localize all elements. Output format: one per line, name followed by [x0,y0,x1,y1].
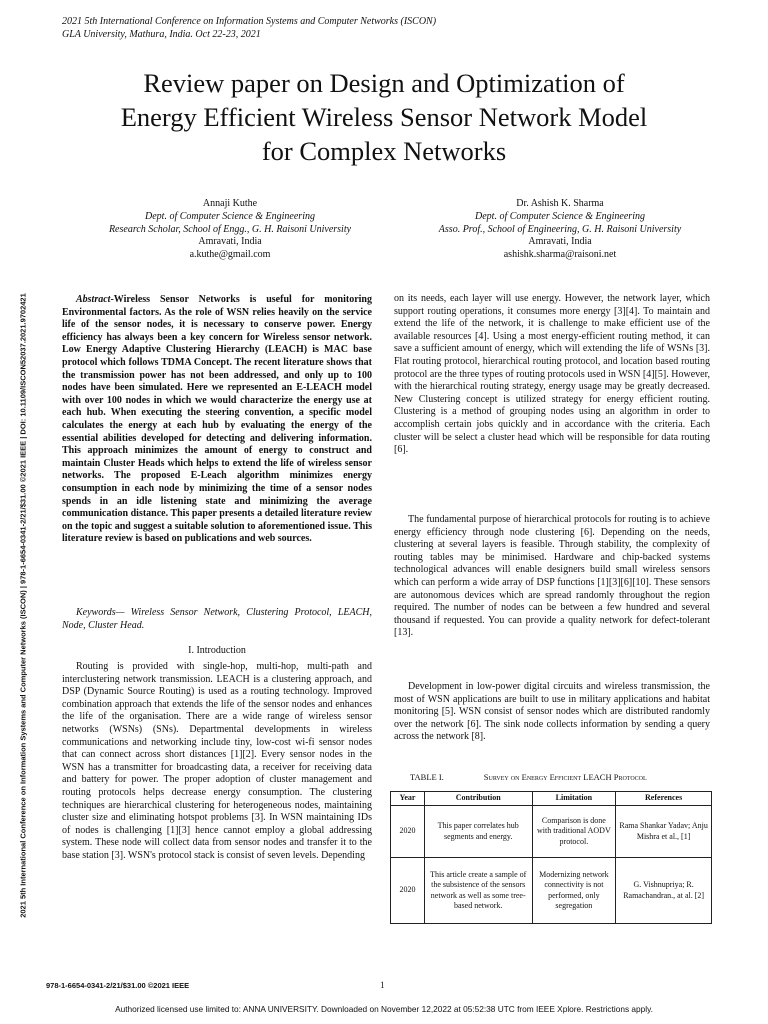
paragraph: Development in low-power digital circuits and wireless transmission, the most of WSN applications are built to use in military applications and habitat monitoring [5]. WSN consist of sensor nodes which are distributed randomly over the network [6]. The sink node collects information by sending a query across the network [8]. [394,681,710,743]
abstract-label: Abstract [76,294,111,305]
paragraph: on its needs, each layer will use energy. However, the network layer, which support routing operations, it consumes more energy [3][4]. To maintain and extend the life of the network, it is challenge to make efficient use of the available resources [4]. Using a most energy-efficient routing method, it can save a sufficient amount of energy, which will extending the life of WSNs [3]. Flat routing protocol, hierarchical routing protocol, and location based routing protocol are the three types of routing protocols used in WSN [4][5]. However, with the hierarchical routing strategy, energy usage may be greatly decreased. New Clustering concept is utilized strategy for energy efficient routing. Clustering is a method of grouping nodes using an algorithm in order to accomplish certain jobs quickly and in accordance with the criteria. Each cluster will be select a cluster head which will be responsible for data routing [6]. [394,293,710,456]
author-dept: Dept. of Computer Science & Engineering [475,210,645,222]
table-header-row [391,792,712,806]
keywords-text: Keywords— Wireless Sensor Network, Clustering Protocol, LEACH, Node, Cluster Head. [62,607,372,631]
abstract-text: -Wireless Sensor Networks is useful for monitoring Environmental factors. As the role of WSN relies heavily on the service life of the sensor nodes, it is necessary to conserve power. Energy efficiency has always been a key concern for Wireless sensor network. Low Energy Adaptive Clustering Hierarchy (LEACH) is MAC base protocol which follows TDMA Concept. The recent literature shows that the transmission power has not been addressed, and only up to 100 nodes have been simulated. Here we represented an E-LEACH model with over 100 nodes in which we would characterize the energy use at each hub. When executing the steering convention, a specific model calculates the energy at each hub by evaluating the energy of the essential abilities developed for detecting and delivering information. This approach minimizes the amount of energy to construct and maintain Cluster Heads which helps to extend the life of wireless sensor networks. The proposed E-Leach algorithm minimizes energy consumption in each node by minimizing the time of a sensor nodes spends in an idle listening state and minimizing the average communication distance. This paper presents a detailed literature review on the topic and suggest a suitable solution to aforementioned issue. This literature review is based on publications and web sources. [62,294,372,545]
table-label: TABLE I. [410,772,444,782]
license-notice: Authorized licensed use limited to: ANNA UNIVERSITY. Downloaded on November 12,2022 at 05:52:38 UTC from IEEE Xplore. Restrictions apply. [115,1004,653,1014]
table-cell: Modernizing network connectivity is not performed, only segregation [532,858,616,924]
side-doi-strip [14,240,32,980]
table-header: References [616,792,712,806]
table-cell: Comparison is done with traditional AODV protocol. [532,806,616,858]
right-column-para-3 [394,681,710,744]
table-cell: This paper correlates hub segments and energy. [424,806,532,858]
table-caption-text: Survey on Energy Efficient LEACH Protocol [483,772,647,782]
introduction-body [62,661,372,863]
author-email[interactable]: a.kuthe@gmail.com [189,249,271,261]
table-header: Contribution [424,792,532,806]
title-line: Review paper on Design and Optimization of [143,68,625,98]
title-line: Energy Efficient Wireless Sensor Network Model [120,102,648,132]
paragraph: Routing is provided with single-hop, multi-hop, multi-path and interclustering network transmission. LEACH is a clustering approach, and DSP (Dynamic Source Routing) is used as a routing technology. Improved combination approach that extends the life of the sensor nodes and enhances the life of the organisation. There are a wide range of wireless sensor networks (WSNs) (SNs). Departmental developments in wireless communications and networking include tiny, low-cost wi-fi sensor nodes that can connect across short distances [1][2]. Every sensor nodes in the WSN has a transmitter for broadcasting data, a receiver for receiving data and battery for power. The proper adoption of cluster management and routing protocols helps decrease energy consumption. The clustering techniques are hierarchical clustering for heterogeneous nodes, maintaining cluster size and eliminating hotspot problems [3]. In WSN maintaining IDs of nodes is challenging [1][3] hence cannot employ a global addressing system. These node will collect data from sensor nodes and transfer it to the base station [3]. WSN's protocol stack is consist of seven levels. Depending [62,661,372,861]
footer-isbn: 978-1-6654-0341-2/21/$31.00 ©2021 IEEE [46,981,190,990]
table-cell: Rama Shankar Yadav; Anju Mishra et al., [1] [616,806,712,858]
paper-title [30,66,738,168]
author-email[interactable]: ashishk.sharma@raisoni.net [503,249,617,261]
page-number: 1 [380,980,385,990]
abstract [62,294,372,546]
table-cell: 2020 [391,858,425,924]
paragraph: The fundamental purpose of hierarchical protocols for routing is to achieve energy efficiency through node clustering [6]. Depending on the needs, clustering at several layers is feasible. Through stability, the complexity of routing tables may be minimised. Hardware and chip-backed systems technological advances will enable designers build small wireless sensors which can perform a wide array of DSP functions [1][3][6][10]. These sensors are autonomous devices which are spread randomly throughout the region required. The number of nodes can be between a few hundred and several thousand if requested. You can provide a quality network for defect-tolerant [13]. [394,514,710,639]
section-heading: I. Introduction [188,645,246,656]
author-block [390,198,730,262]
author-dept: Dept. of Computer Science & Engineering [145,210,315,222]
author-city: Amravati, India [528,236,592,248]
conference-name: 2021 5th International Conference on Information Systems and Computer Networks (ISCON) [62,16,437,27]
table-caption [410,772,710,782]
keywords [62,607,372,632]
table-cell: 2020 [391,806,425,858]
right-column-para-1 [394,293,710,457]
table-header: Year [391,792,425,806]
table-cell: G. Vishnupriya; R. Ramachandran., at al. [2] [616,858,712,924]
author-name: Dr. Ashish K. Sharma [516,198,604,209]
author-affiliation: Research Scholar, School of Engg., G. H. Raisoni University [108,223,352,235]
conference-venue: GLA University, Mathura, India. Oct 22-23, 2021 [62,28,261,40]
table-cell: This article create a sample of the subsistence of the sensors network as well as some tree-based network. [424,858,532,924]
author-name: Annaji Kuthe [202,198,258,209]
author-block [60,198,400,262]
table-header: Limitation [532,792,616,806]
table-row [391,858,712,924]
table-row [391,806,712,858]
conference-header [62,16,436,41]
side-doi-text: 2021 5th International Conference on Information Systems and Computer Networks (ISCON) | 978-1-6654-0341-2/21/$31.00 ©2021 IEEE | DOI: 10.1109/ISCON52037.2021.9702421 [18,293,28,918]
title-line: for Complex Networks [261,136,507,166]
survey-table [390,791,712,924]
author-city: Amravati, India [198,236,262,248]
right-column-para-2 [394,514,710,640]
author-affiliation: Asso. Prof., School of Engineering, G. H. Raisoni University [438,223,682,235]
